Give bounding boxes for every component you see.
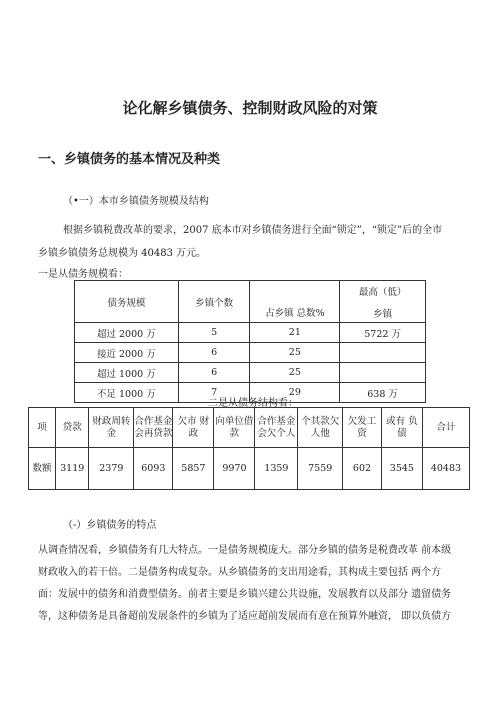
header-cell: 欠发工资 bbox=[343, 408, 382, 448]
table-cell: 5 bbox=[178, 323, 250, 343]
subsection-heading: （•一）本市乡镇债务规模及结构 bbox=[63, 196, 209, 207]
paragraph-line: 财政收入的若干倍。二是债务构成复杂。从乡镇债务的支出用途看，其构成主要包括 两个方 bbox=[38, 567, 442, 578]
debt-structure-table bbox=[28, 407, 470, 490]
paragraph-line: 面：发展中的债务和消费型债务。前者主要是乡镇兴建公共设施，发展教育以及部分 遗留债务 bbox=[38, 589, 452, 600]
header-cell: 欠市 财政 bbox=[173, 408, 214, 448]
paragraph-line: 等，这种债务是具备超前发展条件的乡镇为了适应超前发展而有意在预算外融资， 即以负债方 bbox=[38, 611, 452, 622]
table-cell bbox=[340, 343, 426, 363]
table-cell: 1359 bbox=[255, 448, 298, 490]
table-cell: 5857 bbox=[173, 448, 214, 490]
table-cell: 3119 bbox=[55, 448, 88, 490]
header-cell: 占乡镇 总数% bbox=[250, 281, 340, 323]
table-cell: 9970 bbox=[214, 448, 255, 490]
table-cell: 2379 bbox=[89, 448, 134, 490]
table-cell: 不足 1000 万 bbox=[75, 383, 179, 403]
table-cell: 超过 1000 万 bbox=[75, 363, 179, 383]
header-cell bbox=[340, 281, 426, 323]
header-cell: 债务规模 bbox=[75, 281, 179, 323]
paragraph-line: 乡镇乡镇债务总规模为 40483 万元。 bbox=[38, 248, 207, 259]
table-cell: 21 bbox=[250, 323, 340, 343]
table-cell bbox=[340, 363, 426, 383]
table-cell: 25 bbox=[250, 363, 340, 383]
table-cell: 29 bbox=[250, 383, 340, 403]
table-caption: 二是从债务结构看： bbox=[208, 398, 298, 409]
header-cell: 项 bbox=[29, 408, 56, 448]
header-cell: 合作基金会欠个人 bbox=[255, 408, 298, 448]
header-cell: 个其款欠人他 bbox=[298, 408, 343, 448]
table-row bbox=[29, 448, 470, 490]
header-cell: 财政周转金 bbox=[89, 408, 134, 448]
header-cell: 合计 bbox=[422, 408, 469, 448]
table-row bbox=[75, 363, 426, 383]
table-cell: 6 bbox=[178, 343, 250, 363]
subsection-heading: （-）乡镇债务的特点 bbox=[63, 520, 157, 531]
table-cell: 6093 bbox=[134, 448, 173, 490]
table-cell: 7559 bbox=[298, 448, 343, 490]
header-cell: 或有 负债 bbox=[381, 408, 422, 448]
row-label: 数额 bbox=[29, 448, 56, 490]
table-cell: 7 bbox=[178, 383, 250, 403]
debt-scale-table bbox=[74, 280, 426, 403]
table-cell: 接近 2000 万 bbox=[75, 343, 179, 363]
paragraph-line: 根据乡镇税费改革的要求，2007 底本市对乡镇债务进行全面“锁定”，“锁定”后的全市 bbox=[63, 225, 443, 236]
table-cell: 超过 2000 万 bbox=[75, 323, 179, 343]
header-line: 最高（低） bbox=[358, 286, 407, 298]
page-title: 论化解乡镇债务、控制财政风险的对策 bbox=[122, 99, 378, 117]
header-cell: 贷款 bbox=[55, 408, 88, 448]
table-cell: 3545 bbox=[381, 448, 422, 490]
header-cell: 向单位借款 bbox=[214, 408, 255, 448]
table-cell: 6 bbox=[178, 363, 250, 383]
section-heading: 一、乡镇债务的基本情况及种类 bbox=[38, 152, 221, 167]
table-row bbox=[75, 323, 426, 343]
table-cell: 25 bbox=[250, 343, 340, 363]
table-caption: 一是从债务规模看： bbox=[38, 269, 128, 280]
table-cell: 40483 bbox=[422, 448, 469, 490]
header-cell: 合作基金会再贷款 bbox=[134, 408, 173, 448]
table-row bbox=[75, 343, 426, 363]
table-cell: 638 万 bbox=[340, 383, 426, 403]
paragraph-line: 从调查情况看，乡镇债务有几大特点。一是债务规模庞大。部分乡镇的债务是税费改革 前本级 bbox=[38, 545, 452, 556]
table-cell: 602 bbox=[343, 448, 382, 490]
header-line: 乡镇 bbox=[373, 308, 393, 320]
header-cell: 乡镇个数 bbox=[178, 281, 250, 323]
table-cell: 5722 万 bbox=[340, 323, 426, 343]
